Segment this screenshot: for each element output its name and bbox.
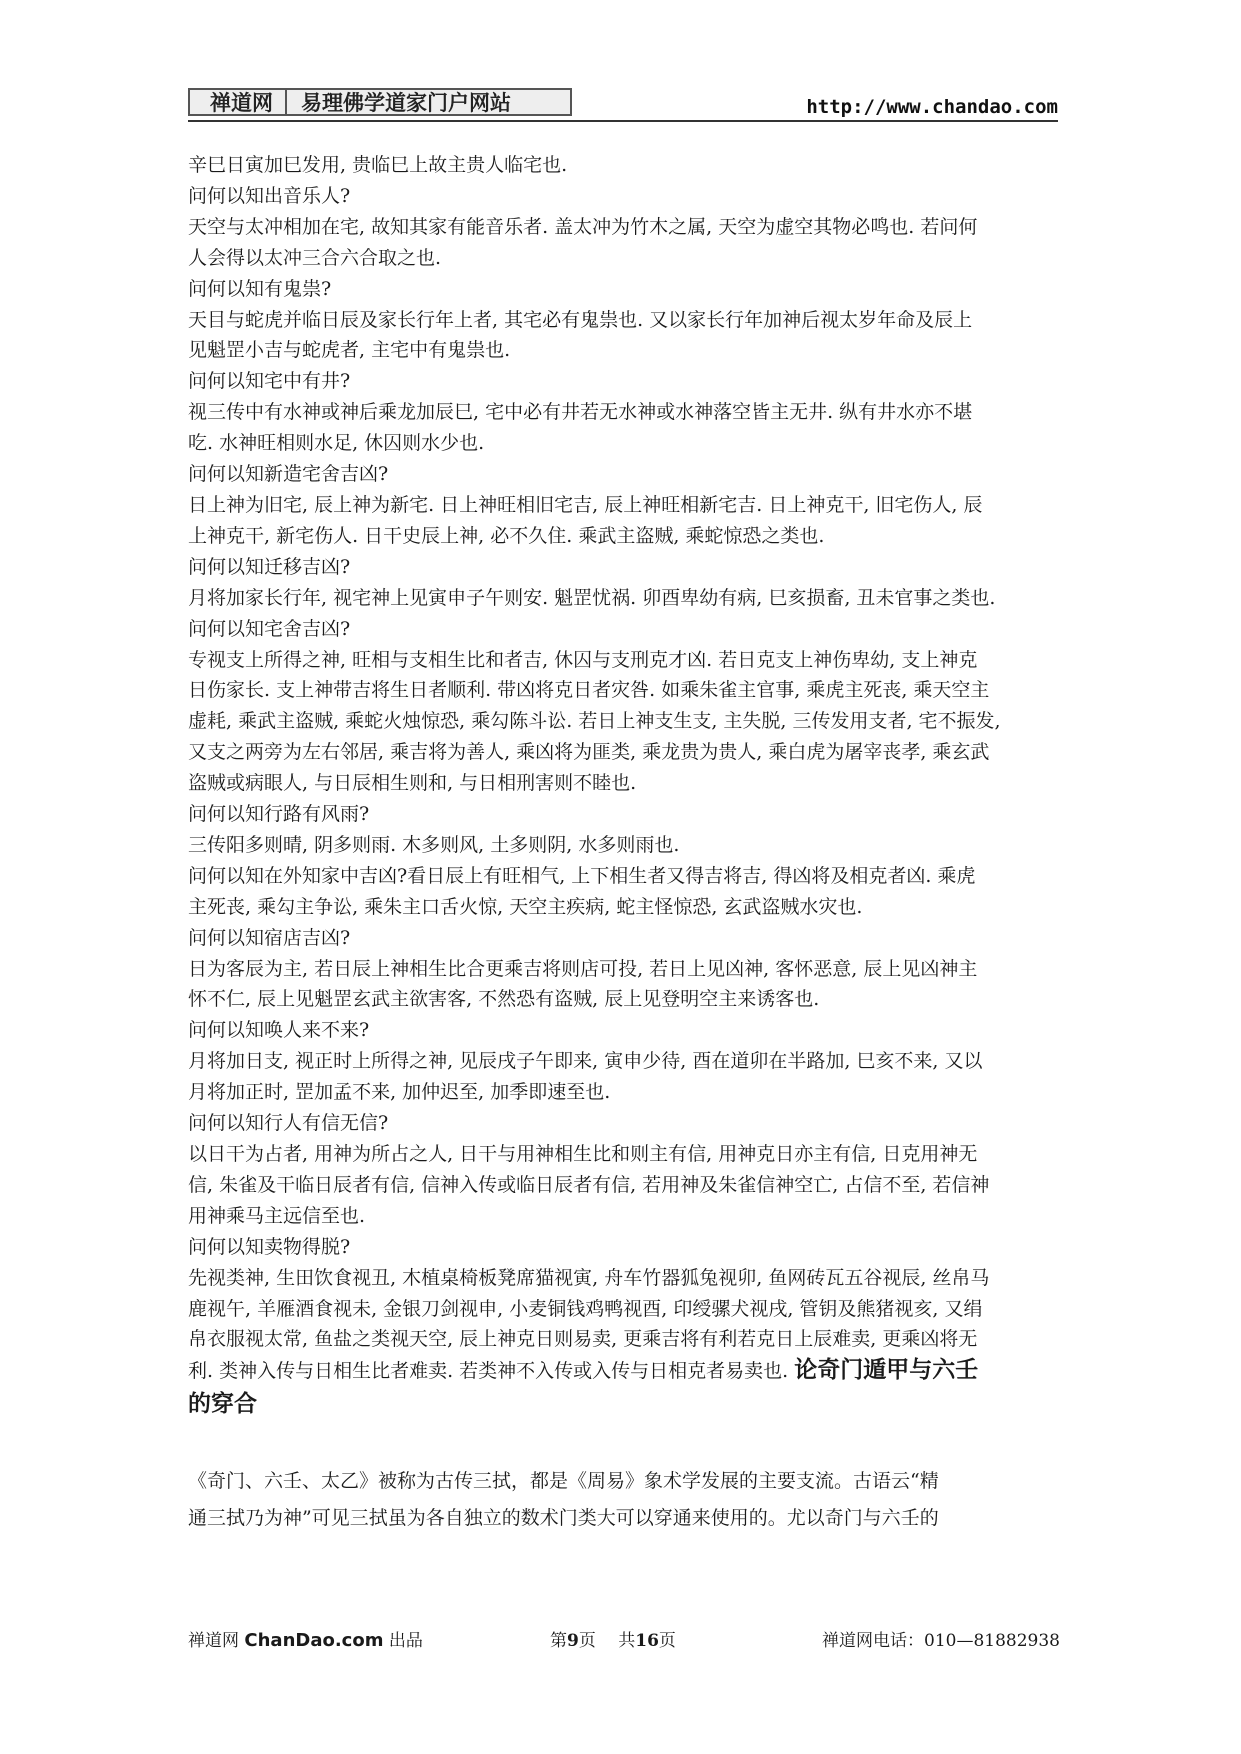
body-line: 问何以知唤人来不来? <box>188 1019 370 1042</box>
body-line: 先视类神, 生田饮食视丑, 木植桌椅板凳席猫视寅, 舟车竹器狐兔视卯, 鱼网砖瓦五谷视辰, 丝帛马 <box>188 1266 990 1289</box>
essay-line: 《奇门、六壬、太乙》被称为古传三拭，都是《周易》象术学发展的主要支流。古语云“精 <box>188 1470 939 1493</box>
body-line: 月将加正时, 罡加孟不来, 加仲迟至, 加季即速至也. <box>188 1081 611 1104</box>
body-line: 主死丧, 乘勾主争讼, 乘朱主口舌火惊, 天空主疾病, 蛇主怪惊恐, 玄武盗贼水灾也. <box>188 895 863 918</box>
body-line: 见魁罡小吉与蛇虎者, 主宅中有鬼祟也. <box>188 339 511 362</box>
essay-line: 通三拭乃为神”可见三拭虽为各自独立的数术门类大可以穿通来使用的。尤以奇门与六壬的 <box>188 1507 939 1530</box>
body-line: 三传阳多则晴, 阴多则雨. 木多则风, 土多则阴, 水多则雨也. <box>188 833 680 856</box>
body-line: 日上神为旧宅, 辰上神为新宅. 日上神旺相旧宅吉, 辰上神旺相新宅吉. 日上神克干, 旧宅伤人, 辰 <box>188 493 983 516</box>
body-line: 问何以知出音乐人? <box>188 184 351 207</box>
body-line: 问何以知行人有信无信? <box>188 1112 389 1135</box>
body-line: 月将加日支, 视正时上所得之神, 见辰戌子午即来, 寅申少待, 酉在道卯在半路加, 巳亥不来, 又以 <box>188 1050 983 1073</box>
body-line: 上神克干, 新宅伤人. 日干史辰上神, 必不久住. 乘武主盗贼, 乘蛇惊恐之类也. <box>188 524 825 547</box>
body-line: 问何以知迁移吉凶? <box>188 555 351 578</box>
page-current: 9 <box>567 1631 579 1651</box>
body-line: 问何以知宅中有井? <box>188 370 351 393</box>
footer-phone: 禅道网电话：010—81882938 <box>822 1631 1060 1651</box>
body-line: 又支之两旁为左右邻居, 乘吉将为善人, 乘凶将为匪类, 乘龙贵为贵人, 乘白虎为屠宰丧孝, 乘玄武 <box>188 741 990 764</box>
body-line: 问何以知宿店吉凶? <box>188 926 351 949</box>
body-line: 以日干为占者, 用神为所占之人, 日干与用神相生比和则主有信, 用神克日亦主有信, 日克用神无 <box>188 1143 978 1165</box>
header-divider <box>188 120 1058 122</box>
body-line: 日伤家长. 支上神带吉将生日者顺利. 带凶将克日者灾咎. 如乘朱雀主官事, 乘虎主死丧, 乘天空主 <box>188 679 990 702</box>
body-line-text: 利. 类神入传与日相生比者难卖. 若类神不入传或入传与日相克者易卖也. <box>188 1360 789 1383</box>
body-line: 视三传中有水神或神后乘龙加辰巳, 宅中必有井若无水神或水神落空皆主无井. 纵有井水亦不堪 <box>188 401 973 424</box>
body-line: 吃. 水神旺相则水足, 休囚则水少也. <box>188 432 485 455</box>
document-body <box>188 150 1060 1537</box>
footer-brand: ChanDao.com <box>244 1630 384 1651</box>
page-number <box>550 1626 676 1651</box>
body-line: 怀不仁, 辰上见魁罡玄武主欲害客, 不然恐有盗贼, 辰上见登明空主来诱客也. <box>188 988 820 1011</box>
section-heading-continued: 的穿合 <box>188 1391 257 1418</box>
body-line: 帛衣服视太常, 鱼盐之类视天空, 辰上神克日则易卖, 更乘吉将有利若克日上辰难卖, 更乘凶将无 <box>188 1328 978 1351</box>
body-line: 问何以知行路有风雨? <box>188 803 370 826</box>
footer-credit <box>188 1626 423 1651</box>
body-line: 盗贼或病眼人, 与日辰相生则和, 与日相刑害则不睦也. <box>188 772 637 795</box>
page-suffix: 页 <box>658 1631 676 1651</box>
spacer <box>188 1419 1060 1463</box>
page-separator: 页 共 <box>578 1631 636 1651</box>
page-footer <box>188 1626 1060 1652</box>
body-line: 月将加家长行年, 视宅神上见寅申子午则安. 魁罡忧祸. 卯酉卑幼有病, 巳亥损畜, 丑未官事之类也. <box>188 586 996 609</box>
site-banner <box>188 88 572 116</box>
essay-text <box>188 1463 1060 1537</box>
body-line: 信, 朱雀及干临日辰者有信, 信神入传或临日辰者有信, 若用神及朱雀信神空亡, 占信不至, 若信神 <box>188 1173 990 1196</box>
footer-site-name: 禅道网 <box>188 1631 239 1651</box>
body-line: 专视支上所得之神, 旺相与支相生比和者吉, 休囚与支刑克才凶. 若日克支上神伤卑幼, 支上神克 <box>188 648 978 671</box>
site-name: 禅道网 <box>190 90 287 114</box>
body-line: 问何以知宅舍吉凶? <box>188 617 351 640</box>
section-heading: 论奇门遁甲与六壬 <box>794 1357 979 1384</box>
page-header <box>188 88 1058 122</box>
body-line: 人会得以太冲三合六合取之也. <box>188 246 442 269</box>
body-text <box>188 150 1060 1355</box>
body-last-line <box>188 1355 1060 1387</box>
footer-credit-suffix: 出品 <box>388 1631 423 1651</box>
body-line: 天目与蛇虎并临日辰及家长行年上者, 其宅必有鬼祟也. 又以家长行年加神后视太岁年命及辰上 <box>188 308 973 331</box>
site-tagline: 易理佛学道家门户网站 <box>301 91 511 115</box>
body-line: 问何以知有鬼祟? <box>188 277 332 300</box>
body-line: 问何以知卖物得脱? <box>188 1235 351 1258</box>
body-line: 虚耗, 乘武主盗贼, 乘蛇火烛惊恐, 乘勾陈斗讼. 若日上神支生支, 主失脱, 三传发用支者, 宅不振发, <box>188 710 1001 733</box>
body-line: 辛巳日寅加巳发用, 贵临巳上故主贵人临宅也. <box>188 154 568 176</box>
body-line: 鹿视午, 羊雁酒食视未, 金银刀剑视申, 小麦铜钱鸡鸭视酉, 印绶骡犬视戌, 管钥及熊猪视亥, 又绢 <box>188 1297 983 1320</box>
site-url[interactable]: http://www.chandao.com <box>806 96 1058 118</box>
body-line: 用神乘马主远信至也. <box>188 1204 366 1227</box>
body-line: 日为客辰为主, 若日辰上神相生比合更乘吉将则店可投, 若日上见凶神, 客怀恶意, 辰上见凶神主 <box>188 957 978 980</box>
body-line: 天空与太冲相加在宅, 故知其家有能音乐者. 盖太冲为竹木之属, 天空为虚空其物必鸣也. 若问何 <box>188 215 978 238</box>
body-line: 问何以知在外知家中吉凶?看日辰上有旺相气, 上下相生者又得吉将吉, 得凶将及相克者凶. 乘虎 <box>188 864 976 887</box>
page-prefix: 第 <box>550 1631 567 1651</box>
body-line: 问何以知新造宅舍吉凶? <box>188 463 389 486</box>
page-total: 16 <box>635 1631 659 1651</box>
